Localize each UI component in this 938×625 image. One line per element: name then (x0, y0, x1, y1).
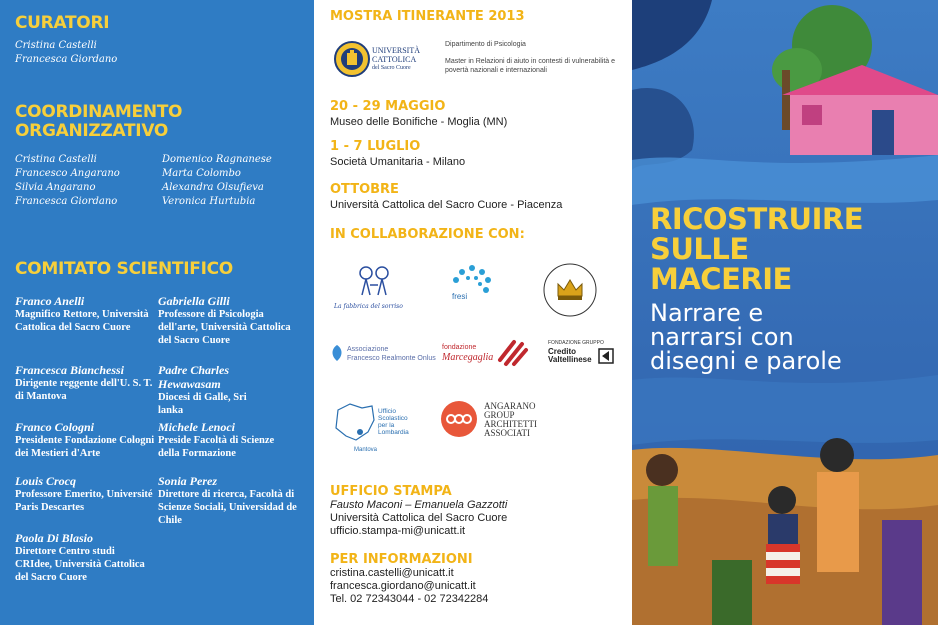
credito-line3: Valtellinese (548, 355, 592, 364)
fabbrica-logo-text: La fabbrica del sorriso (334, 303, 403, 310)
comitato-member (158, 420, 298, 460)
angarano-group-logo (440, 400, 560, 440)
comitato-member (15, 474, 155, 514)
member-name: Michele Lenoci (158, 420, 235, 434)
member-role: Professore Emerito, Université Paris Descartes (15, 489, 153, 513)
associazione-realmonte-logo (329, 342, 436, 372)
realmonte-line1: Associazione (347, 346, 389, 353)
coordinamento-heading (15, 103, 182, 141)
member-name: Franco Anelli (15, 294, 85, 308)
credito-line1: FONDAZIONE GRUPPO (548, 340, 604, 346)
cologni-crown-icon (542, 262, 598, 318)
member-role: Magnifico Rettore, Università Cattolica del Sacro Cuore (15, 309, 149, 333)
right-panel (632, 0, 938, 625)
member-name: Paola Di Blasio (15, 531, 94, 545)
angarano-line2: GROUP (484, 410, 515, 420)
member-role: Diocesi di Galle, Sri lanka (158, 392, 247, 416)
ufficio-scolastico-logo (332, 396, 432, 456)
coordinamento-heading-line1: COORDINAMENTO (15, 102, 183, 122)
coordinatore-name: Alexandra Olsufieva (162, 182, 264, 193)
fresi-logo-text: fresi (452, 292, 468, 301)
event-place: Società Umanitaria - Milano (330, 156, 466, 168)
credito-valtellinese-logo (548, 340, 628, 372)
credito-line2: Credito (548, 347, 576, 356)
coordinamento-heading-line2: ORGANIZZATIVO (15, 121, 169, 141)
uni-department: Dipartimento di Psicologia (445, 41, 526, 48)
curatori-names (15, 39, 117, 67)
ufficio-line2: Scolastico (378, 415, 408, 422)
comitato-member (158, 363, 268, 417)
comitato-member (158, 474, 308, 527)
curatore-name: Francesca Giordano (15, 54, 118, 65)
member-name: Francesca Bianchessi (15, 363, 125, 377)
stampa-names: Fausto Maconi – Emanuela Gazzotti (330, 499, 508, 511)
marcegaglia-line2: Marcegaglia (442, 352, 494, 363)
event-date: 20 - 29 MAGGIO (330, 99, 446, 114)
subtitle-line3: disegni e parole (650, 347, 842, 375)
coordinatore-name: Francesca Giordano (15, 196, 118, 207)
uni-master: Master in Relazioni di aiuto in contesti di vulnerabilità e povertà nazionali e internazionali (445, 58, 616, 74)
curatori-heading: CURATORI (15, 13, 110, 33)
exhibition-title (650, 204, 935, 294)
coordinamento-col1 (15, 153, 120, 209)
coordinamento-col2 (162, 153, 272, 209)
fondazione-cologni-logo (542, 262, 602, 318)
title-line1: RICOSTRUIRE (650, 202, 864, 236)
cattolica-logo-line1: UNIVERSITÀ (372, 46, 420, 55)
realmonte-icon (329, 344, 345, 362)
comitato-member (158, 294, 298, 347)
member-role: Professore di Psicologia dell'arte, Università Cattolica del Sacro Cuore (158, 309, 291, 346)
comitato-member (15, 531, 145, 584)
ufficio-stampa-heading: UFFICIO STAMPA (330, 484, 452, 499)
coordinatore-name: Silvia Angarano (15, 182, 96, 193)
cattolica-logo-line3: del Sacro Cuore (372, 65, 411, 71)
coordinatore-name: Marta Colombo (162, 168, 241, 179)
ufficio-line1: Ufficio (378, 408, 396, 415)
cattolica-logo-line2: CATTOLICA (372, 55, 417, 64)
children-icon (344, 265, 404, 301)
fondazione-marcegaglia-logo (442, 332, 532, 372)
member-name: Gabriella Gilli (158, 294, 230, 308)
coordinatore-name: Cristina Castelli (15, 154, 97, 165)
member-role: Direttore di ricerca, Facoltà di Scienze Sociali, Universidad de Chile (158, 489, 297, 526)
coordinatore-name: Domenico Ragnanese (162, 154, 272, 165)
fabbrica-sorriso-logo (334, 265, 414, 315)
mostra-heading: MOSTRA ITINERANTE 2013 (330, 9, 525, 24)
comitato-member (15, 420, 155, 460)
event-date: OTTOBRE (330, 182, 399, 197)
subtitle-line2: narrarsi con (650, 323, 794, 351)
curatore-name: Cristina Castelli (15, 40, 97, 51)
member-role: Preside Facoltà di Scienze della Formazione (158, 435, 275, 459)
ufficio-city: Mantova (354, 447, 378, 453)
cattolica-logo (334, 40, 434, 80)
marcegaglia-hand-icon (496, 334, 530, 368)
title-line2: SULLE (650, 232, 749, 266)
member-role: Presidente Fondazione Cologni dei Mestieri d'Arte (15, 435, 155, 459)
subtitle-line1: Narrare e (650, 299, 764, 327)
angarano-line1: ANGARANO (484, 401, 536, 411)
member-role: Dirigente reggente dell'U. S. T. di Mantova (15, 378, 153, 402)
title-line3: MACERIE (650, 262, 792, 296)
info-email: cristina.castelli@unicatt.it (330, 567, 454, 579)
coordinatore-name: Francesco Angarano (15, 168, 120, 179)
comitato-member (15, 363, 155, 403)
comitato-member (15, 294, 155, 334)
marcegaglia-line1: fondazione (442, 344, 477, 351)
angarano-line3: ARCHITETTI (484, 419, 537, 429)
credito-mark-icon (598, 348, 614, 364)
angarano-line4: ASSOCIATI (484, 428, 531, 438)
stampa-email: ufficio.stampa-mi@unicatt.it (330, 525, 466, 537)
informazioni-heading: PER INFORMAZIONI (330, 552, 473, 567)
middle-panel (314, 0, 632, 625)
info-phone: Tel. 02 72343044 - 02 72342284 (330, 593, 489, 605)
member-name: Padre Charles Hewawasam (158, 363, 230, 391)
member-name: Sonia Perez (158, 474, 218, 488)
member-name: Louis Crocq (15, 474, 77, 488)
info-email: francesca.giordano@unicatt.it (330, 580, 476, 592)
cattolica-seal-icon (334, 40, 370, 78)
stampa-org: Università Cattolica del Sacro Cuore (330, 512, 508, 524)
comitato-heading: COMITATO SCIENTIFICO (15, 259, 233, 279)
collaborazione-heading: IN COLLABORAZIONE CON: (330, 227, 525, 242)
lombardia-map-icon (332, 402, 376, 444)
event-place: Museo delle Bonifiche - Moglia (MN) (330, 116, 508, 128)
left-panel (0, 0, 314, 625)
ufficio-line3: per la (378, 422, 395, 429)
coordinatore-name: Veronica Hurtubia (162, 196, 256, 207)
ufficio-line4: Lombardia (378, 429, 409, 436)
member-name: Franco Cologni (15, 420, 95, 434)
exhibition-subtitle (650, 301, 935, 373)
fresi-logo (446, 262, 506, 312)
realmonte-line2: Francesco Realmonte Onlus (347, 355, 436, 362)
event-place: Università Cattolica del Sacro Cuore - Piacenza (330, 199, 563, 211)
event-date: 1 - 7 LUGLIO (330, 139, 421, 154)
angarano-circle-icon (440, 400, 478, 438)
member-role: Direttore Centro studi CRIdee, Università Cattolica del Sacro Cuore (15, 546, 145, 583)
